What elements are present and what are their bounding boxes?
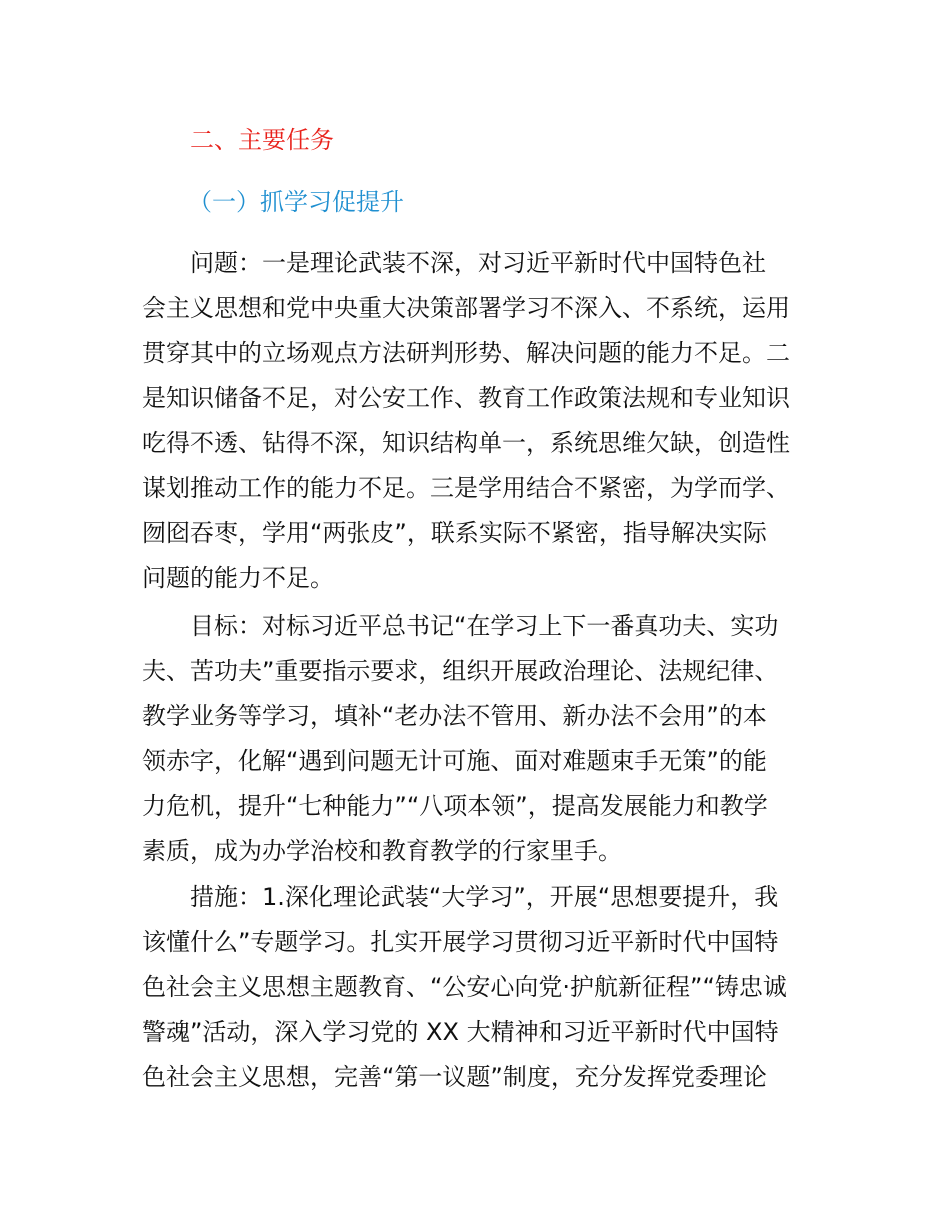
paragraph-line: 囫囵吞枣，学用“两张皮”，联系实际不紧密，指导解决实际 bbox=[142, 519, 767, 547]
paragraph-problem bbox=[142, 241, 822, 601]
paragraph-line: 领赤字，化解“遇到问题无计可施、面对难题束手无策”的能 bbox=[142, 747, 767, 775]
paragraph-line: 会主义思想和党中央重大决策部署学习不深入、不系统，运用 bbox=[142, 294, 790, 322]
paragraph-line: 是知识储备不足，对公安工作、教育工作政策法规和专业知识 bbox=[142, 384, 790, 412]
paragraph-line: 素质，成为办学治校和教育教学的行家里手。 bbox=[142, 837, 622, 865]
paragraph-line: 贯穿其中的立场观点方法研判形势、解决问题的能力不足。二 bbox=[142, 339, 790, 367]
paragraph-line: 力危机，提升“七种能力”“八项本领”，提高发展能力和教学 bbox=[142, 792, 768, 820]
paragraph-line: 措施：1.深化理论武装“大学习”，开展“思想要提升，我 bbox=[190, 883, 779, 911]
paragraph-line: 色社会主义思想，完善“第一议题”制度，充分发挥党委理论 bbox=[142, 1063, 767, 1091]
paragraph-goal bbox=[142, 604, 822, 874]
paragraph-line: 色社会主义思想主题教育、“公安心向党·护航新征程”“铸忠诚 bbox=[142, 973, 787, 1001]
paragraph-line: 教学业务等学习，填补“老办法不管用、新办法不会用”的本 bbox=[142, 702, 767, 730]
paragraph-measures bbox=[142, 875, 822, 1100]
paragraph-line: 该懂什么”专题学习。扎实开展学习贯彻习近平新时代中国特 bbox=[142, 928, 779, 956]
paragraph-line: 问题的能力不足。 bbox=[142, 564, 334, 592]
paragraph-line: 目标：对标习近平总书记“在学习上下一番真功夫、实功 bbox=[190, 612, 779, 640]
paragraph-line: 吃得不透、钻得不深，知识结构单一，系统思维欠缺，创造性 bbox=[142, 429, 790, 457]
paragraph-line: 警魂”活动，深入学习党的 XX 大精神和习近平新时代中国特 bbox=[142, 1018, 779, 1046]
paragraph-line: 夫、苦功夫”重要指示要求，组织开展政治理论、法规纪律、 bbox=[142, 657, 779, 685]
paragraph-line: 问题：一是理论武装不深，对习近平新时代中国特色社 bbox=[190, 249, 766, 277]
section-title: 二、主要任务 bbox=[190, 126, 334, 154]
paragraph-line: 谋划推动工作的能力不足。三是学用结合不紧密，为学而学、 bbox=[142, 474, 790, 502]
subsection-title: （一）抓学习促提升 bbox=[188, 188, 404, 216]
